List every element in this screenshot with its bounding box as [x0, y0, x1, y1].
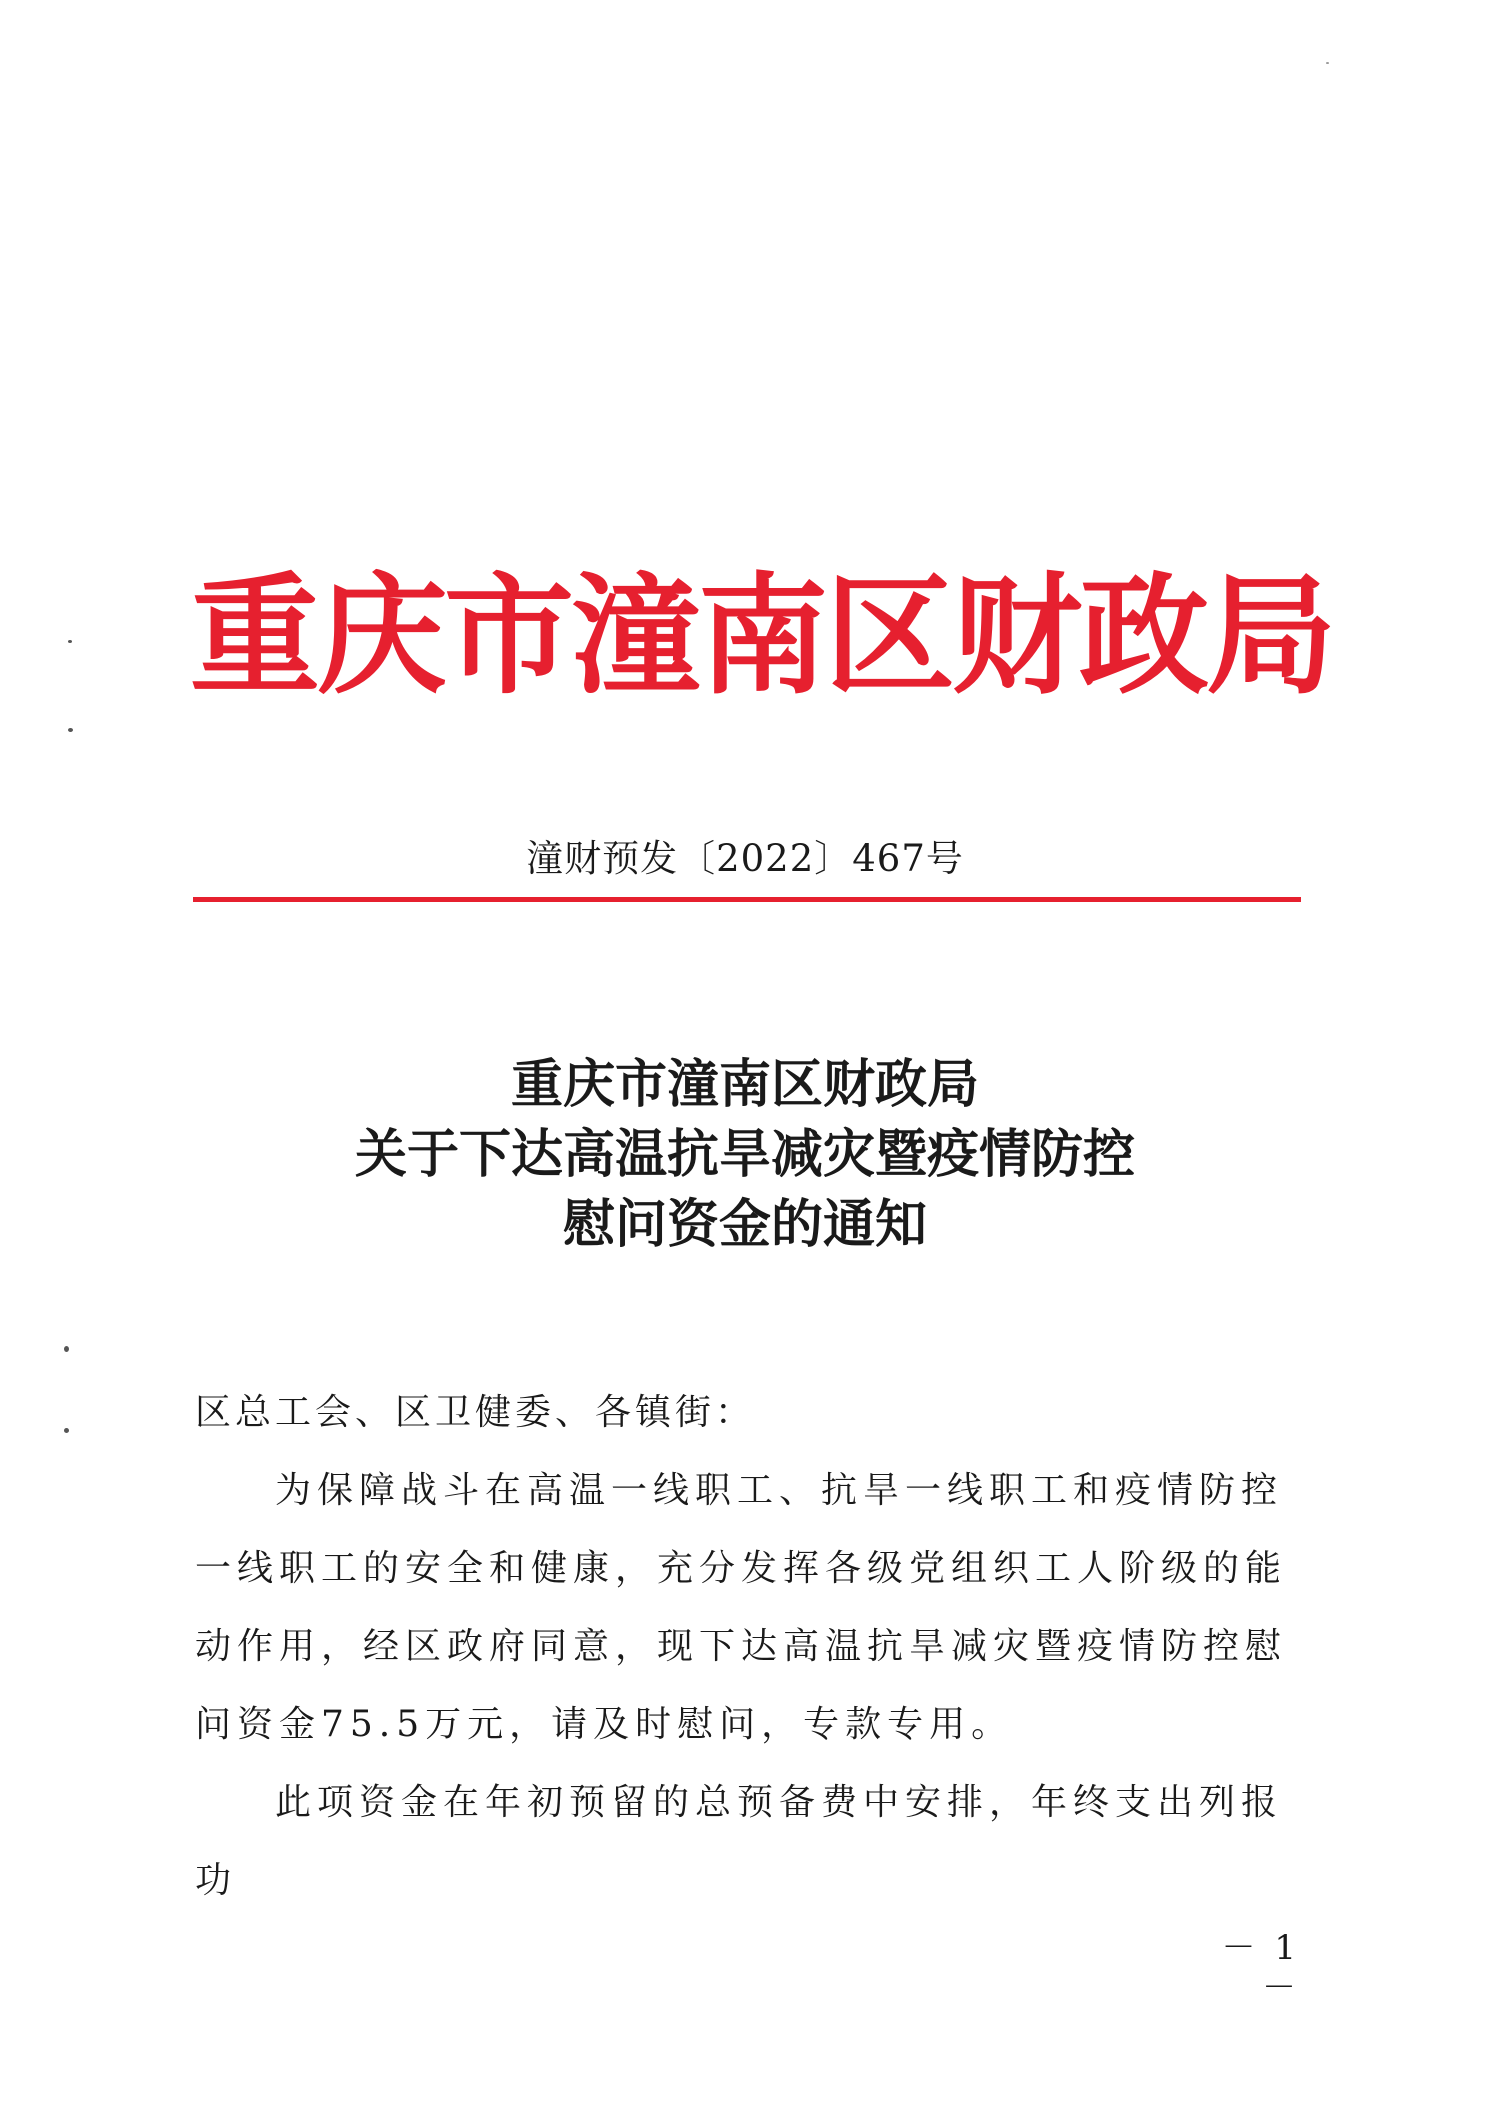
- salutation: 区总工会、区卫健委、各镇街：: [195, 1392, 756, 1433]
- scan-speck: [1326, 62, 1329, 64]
- body-paragraph-1: 为保障战斗在高温一线职工、抗旱一线职工和疫情防控一线职工的安全和健康，充分发挥各级党组织工人阶级的能动作用，经区政府同意，现下达高温抗旱减灾暨疫情防控慰问资金75.5万元，请及时慰问，专款专用。: [195, 1470, 1288, 1745]
- scan-speck: [68, 640, 72, 643]
- body-paragraph-2: 此项资金在年初预留的总预备费中安排，年终支出列报功: [195, 1782, 1284, 1901]
- document-number: 潼财预发〔2022〕467号: [526, 837, 964, 880]
- document-title: [190, 1050, 1300, 1260]
- issuer-masthead: 重庆市潼南区财政局: [190, 559, 1334, 712]
- title-line-2: 关于下达高温抗旱减灾暨疫情防控: [354, 1124, 1135, 1185]
- scan-speck: [64, 1428, 69, 1433]
- document-body: [195, 1374, 1295, 1920]
- title-line-3: 慰问资金的通知: [562, 1194, 927, 1255]
- scan-speck: [68, 728, 73, 732]
- red-divider-line: [193, 897, 1301, 902]
- title-line-1: 重庆市潼南区财政局: [510, 1054, 979, 1115]
- scan-speck: [64, 1346, 69, 1352]
- page-number: － 1 －: [1221, 1928, 1300, 2008]
